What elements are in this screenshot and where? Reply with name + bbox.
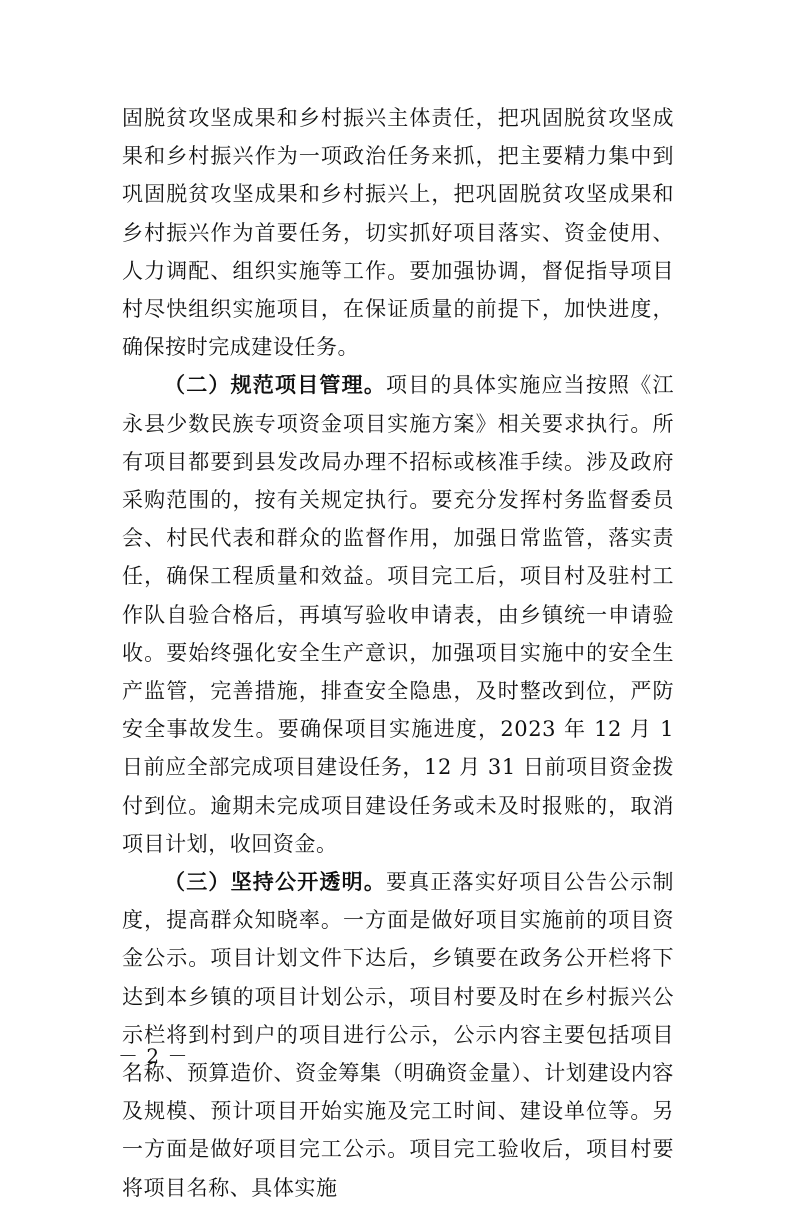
paragraph-2-text: 项目的具体实施应当按照《江永县少数民族专项资金项目实施方案》相关要求执行。所有项目都要到县发改局办理不招标或核准手续。涉及政府采购范围的，按有关规定执行。要充分发挥村务监督委员会、村民代表和群众的监督作用，加强日常监管，落实责任，确保工程质量和效益。项目完工后，项目村及驻村工作队自验合格后，再填写验收申请表，由乡镇统一申请验收。要始终强化安全生产意识，加强项目实施中的安全生产监管，完善措施，排查安全隐患，及时整改到位，严防安全事故发生。要确保项目实施进度，2023 年 12 月 1 日前应全部完成项目建设任务，12 月 31 日前项目资金拨付到位。逾期未完成项目建设任务或未及时报账的，取消项目计划，收回资金。 — [122, 373, 675, 856]
paragraph-3-heading: （三）坚持公开透明。 — [164, 870, 387, 895]
paragraph-1-text: 固脱贫攻坚成果和乡村振兴主体责任，把巩固脱贫攻坚成果和乡村振兴作为一项政治任务来抓，把主要精力集中到巩固脱贫攻坚成果和乡村振兴上，把巩固脱贫攻坚成果和乡村振兴作为首要任务，切实抓好项目落实、资金使用、人力调配、组织实施等工作。要加强协调，督促指导项目村尽快组织实施项目，在保证质量的前提下，加快进度，确保按时完成建设任务。 — [122, 106, 674, 360]
page-number: － 2 － — [118, 1044, 189, 1068]
paragraph-3-text: 要真正落实好项目公告公示制度，提高群众知晓率。一方面是做好项目实施前的项目资金公示。项目计划文件下达后，乡镇要在政务公开栏将下达到本乡镇的项目计划公示，项目村要及时在乡村振兴公示栏将到村到户的项目进行公示，公示内容主要包括项目名称、预算造价、资金筹集（明确资金量）、计划建设内容及规模、预计项目开始实施及完工时间、建设单位等。另一方面是做好项目完工公示。项目完工验收后，项目村要将项目名称、具体实施 — [122, 870, 675, 1200]
document-body — [122, 99, 674, 1207]
paragraph-openness-transparency — [122, 863, 674, 1207]
paragraph-standardize-project-management — [122, 366, 674, 863]
paragraph-2-heading: （二）规范项目管理。 — [164, 373, 387, 398]
paragraph-continuation — [122, 99, 674, 366]
